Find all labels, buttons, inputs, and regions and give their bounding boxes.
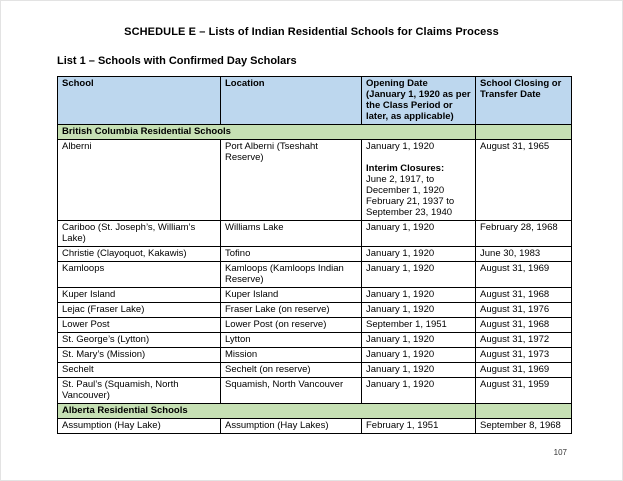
table-row [58,318,572,333]
spacer [366,152,471,163]
list-subtitle: List 1 – Schools with Confirmed Day Scholars [57,55,297,67]
table-row [58,140,572,221]
cell-school: Cariboo (St. Joseph’s, William’s Lake) [58,221,221,247]
table-row [58,288,572,303]
cell-location: Tofino [221,247,362,262]
section-row-british-columbia [58,125,572,140]
table-row [58,333,572,348]
cell-opening: January 1, 1920 [362,363,476,378]
interim-closure-line: June 2, 1917, to [366,174,435,185]
table-row [58,221,572,247]
interim-closure-line: February 21, 1937 to [366,196,455,207]
cell-school: Kamloops [58,262,221,288]
interim-closure-line: September 23, 1940 [366,207,453,218]
table-row [58,348,572,363]
table-row [58,378,572,404]
cell-opening: January 1, 1920 [362,221,476,247]
cell-location: Lower Post (on reserve) [221,318,362,333]
interim-closures-label: Interim Closures: [366,163,445,174]
table-row [58,419,572,434]
section-row-alberta [58,404,572,419]
cell-school: St. Paul’s (Squamish, North Vancouver) [58,378,221,404]
cell-location: Lytton [221,333,362,348]
cell-location: Fraser Lake (on reserve) [221,303,362,318]
cell-location: Kamloops (Kamloops Indian Reserve) [221,262,362,288]
cell-location: Port Alberni (Tseshaht Reserve) [221,140,362,221]
cell-school: Assumption (Hay Lake) [58,419,221,434]
cell-closing: August 31, 1973 [476,348,572,363]
opening-header-line2: (January 1, 1920 as per the Class Period or later, as applicable) [366,89,471,122]
col-header-closing-date: School Closing or Transfer Date [476,77,572,125]
cell-opening: September 1, 1951 [362,318,476,333]
cell-school: Sechelt [58,363,221,378]
section-empty-cell [476,404,572,419]
cell-school: St. Mary’s (Mission) [58,348,221,363]
cell-closing: August 31, 1968 [476,318,572,333]
cell-closing: August 31, 1968 [476,288,572,303]
cell-opening: January 1, 1920 [362,303,476,318]
cell-closing: August 31, 1959 [476,378,572,404]
cell-location: Squamish, North Vancouver [221,378,362,404]
cell-opening: January 1, 1920 [362,333,476,348]
cell-opening: January 1, 1920 [362,247,476,262]
cell-opening [362,140,476,221]
schools-table [57,76,572,434]
cell-location: Williams Lake [221,221,362,247]
cell-school: St. George’s (Lytton) [58,333,221,348]
cell-opening: February 1, 1951 [362,419,476,434]
section-title: Alberta Residential Schools [58,404,476,419]
cell-location: Assumption (Hay Lakes) [221,419,362,434]
col-header-school: School [58,77,221,125]
opening-date: January 1, 1920 [366,141,435,152]
cell-opening: January 1, 1920 [362,262,476,288]
col-header-opening-date [362,77,476,125]
cell-school: Lejac (Fraser Lake) [58,303,221,318]
cell-school: Lower Post [58,318,221,333]
section-empty-cell [476,125,572,140]
table-row [58,262,572,288]
cell-closing: August 31, 1969 [476,363,572,378]
cell-school: Christie (Clayoquot, Kakawis) [58,247,221,262]
interim-closure-line: December 1, 1920 [366,185,445,196]
cell-closing: August 31, 1969 [476,262,572,288]
cell-closing: August 31, 1976 [476,303,572,318]
section-title: British Columbia Residential Schools [58,125,476,140]
cell-closing: August 31, 1965 [476,140,572,221]
cell-opening: January 1, 1920 [362,348,476,363]
cell-location: Kuper Island [221,288,362,303]
table-row [58,247,572,262]
table-row [58,363,572,378]
document-title: SCHEDULE E – Lists of Indian Residential Schools for Claims Process [124,26,499,38]
cell-location: Mission [221,348,362,363]
cell-closing: August 31, 1972 [476,333,572,348]
cell-closing: June 30, 1983 [476,247,572,262]
table-row [58,303,572,318]
opening-header-line1: Opening Date [366,78,428,89]
cell-opening: January 1, 1920 [362,378,476,404]
cell-location: Sechelt (on reserve) [221,363,362,378]
cell-closing: February 28, 1968 [476,221,572,247]
cell-opening: January 1, 1920 [362,288,476,303]
table-header-row [58,77,572,125]
cell-school: Kuper Island [58,288,221,303]
col-header-location: Location [221,77,362,125]
page-number: 107 [553,448,567,457]
cell-school: Alberni [58,140,221,221]
cell-closing: September 8, 1968 [476,419,572,434]
